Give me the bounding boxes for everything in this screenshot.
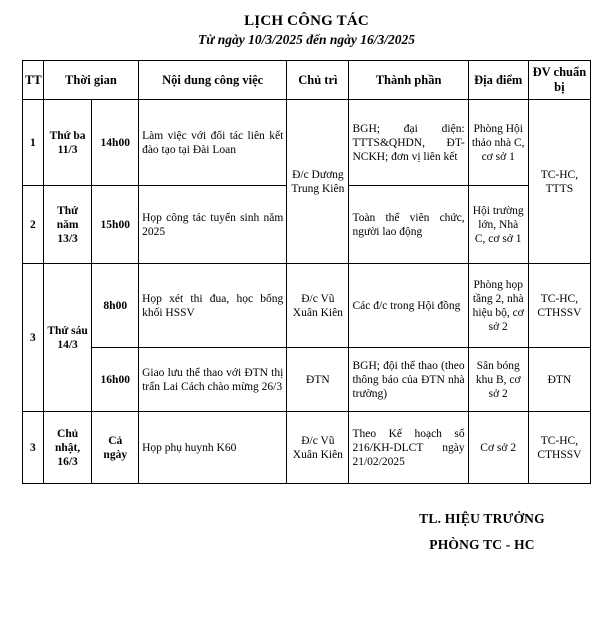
document-subtitle: Từ ngày 10/3/2025 đến ngày 16/3/2025: [198, 32, 415, 48]
column-header-unit: ĐV chuẩn bị: [528, 61, 590, 100]
table-row: [23, 412, 591, 484]
cell-time: 16h00: [92, 348, 139, 412]
table-header: [23, 61, 591, 100]
cell-day: Thứ ba 11/3: [43, 100, 92, 186]
cell-unit: TC-HC, TTTS: [528, 100, 590, 264]
cell-chair: Đ/c Vũ Xuân Kiên: [287, 412, 349, 484]
signature-authority: TL. HIỆU TRƯỞNG: [419, 511, 545, 527]
cell-unit: TC-HC, CTHSSV: [528, 264, 590, 348]
column-header-time: Thời gian: [43, 61, 138, 100]
cell-place: Hội trường lớn, Nhà C, cơ sở 1: [468, 186, 528, 264]
cell-place: Sân bóng khu B, cơ sở 2: [468, 348, 528, 412]
cell-time: Cả ngày: [92, 412, 139, 484]
signature-block: [0, 506, 613, 557]
signature-department: PHÒNG TC - HC: [429, 537, 535, 553]
schedule-table: [22, 60, 591, 484]
cell-day: Thứ sáu 14/3: [43, 264, 92, 412]
cell-unit: ĐTN: [528, 348, 590, 412]
cell-time: 15h00: [92, 186, 139, 264]
cell-participants: Toàn thể viên chức, người lao động: [349, 186, 468, 264]
cell-chair: Đ/c Vũ Xuân Kiên: [287, 264, 349, 348]
column-header-participants: Thành phần: [349, 61, 468, 100]
cell-participants: BGH; đại diện: TTTS&QHDN, ĐT-NCKH; đơn vị liên kết: [349, 100, 468, 186]
cell-content: Giao lưu thể thao với ĐTN thị trấn Lai Cách chào mừng 26/3: [139, 348, 287, 412]
signature-inner: [397, 506, 567, 557]
cell-participants: Các đ/c trong Hội đồng: [349, 264, 468, 348]
cell-tt: 3: [23, 264, 44, 412]
cell-content: Họp phụ huynh K60: [139, 412, 287, 484]
schedule-table-container: [0, 60, 613, 484]
cell-place: Phòng họp tầng 2, nhà hiệu bộ, cơ sở 2: [468, 264, 528, 348]
cell-participants: Theo Kế hoạch số 216/KH-DLCT ngày 21/02/2025: [349, 412, 468, 484]
cell-content: Họp công tác tuyển sinh năm 2025: [139, 186, 287, 264]
cell-place: Cơ sở 2: [468, 412, 528, 484]
cell-tt: 1: [23, 100, 44, 186]
title-block: [0, 0, 613, 48]
cell-unit: TC-HC, CTHSSV: [528, 412, 590, 484]
cell-chair: ĐTN: [287, 348, 349, 412]
cell-time: 8h00: [92, 264, 139, 348]
column-header-content: Nội dung công việc: [139, 61, 287, 100]
cell-time: 14h00: [92, 100, 139, 186]
cell-tt: 3: [23, 412, 44, 484]
header-row: [23, 61, 591, 100]
cell-day: Thứ năm 13/3: [43, 186, 92, 264]
column-header-place: Địa điểm: [468, 61, 528, 100]
table-row: [23, 348, 591, 412]
cell-content: Họp xét thi đua, học bổng khối HSSV: [139, 264, 287, 348]
cell-day: Chủ nhật, 16/3: [43, 412, 92, 484]
column-header-chair: Chủ trì: [287, 61, 349, 100]
cell-content: Làm việc với đối tác liên kết đào tạo tại Đài Loan: [139, 100, 287, 186]
table-row: [23, 100, 591, 186]
cell-tt: 2: [23, 186, 44, 264]
document-title: LỊCH CÔNG TÁC: [244, 13, 369, 29]
table-row: [23, 264, 591, 348]
cell-chair: Đ/c Dương Trung Kiên: [287, 100, 349, 264]
cell-place: Phòng Hội thảo nhà C, cơ sở 1: [468, 100, 528, 186]
column-header-tt: TT: [23, 61, 44, 100]
cell-participants: BGH; đội thể thao (theo thông báo của ĐTN nhà trường): [349, 348, 468, 412]
table-body: [23, 100, 591, 484]
